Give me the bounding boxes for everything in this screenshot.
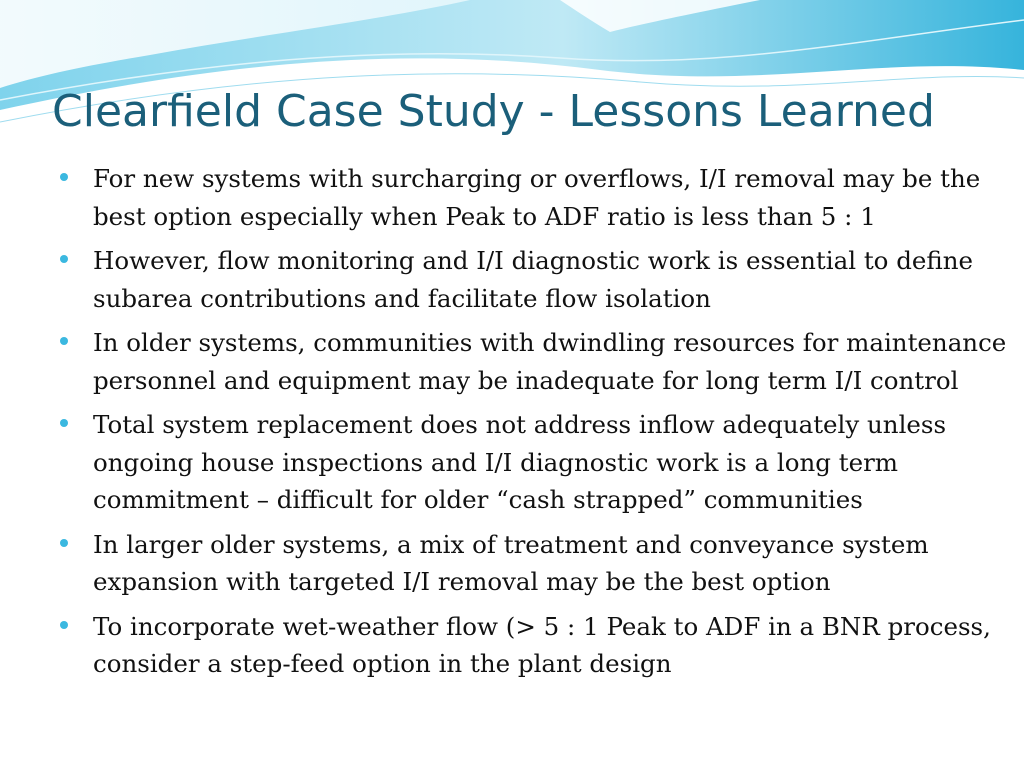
- bullet-list: [60, 160, 1010, 690]
- bullet-item: [60, 324, 1010, 399]
- bullet-item: [60, 526, 1010, 601]
- bullet-item: [60, 406, 1010, 519]
- bullet-text: In larger older systems, a mix of treatment and conveyance system expansion with targeted I/I removal may be the best option: [93, 529, 929, 596]
- bullet-text: In older systems, communities with dwindling resources for maintenance personnel and equipment may be inadequate for long term I/I control: [93, 328, 1007, 395]
- bullet-dot-icon: [60, 539, 68, 547]
- bullet-item: [60, 242, 1010, 317]
- bullet-item: [60, 608, 1010, 683]
- bullet-dot-icon: [60, 337, 68, 345]
- bullet-dot-icon: [60, 255, 68, 263]
- bullet-dot-icon: [60, 419, 68, 427]
- bullet-text: However, flow monitoring and I/I diagnostic work is essential to define subarea contributions and facilitate flow isolation: [93, 246, 974, 313]
- bullet-dot-icon: [60, 621, 68, 629]
- bullet-text: Total system replacement does not address inflow adequately unless ongoing house inspections and I/I diagnostic work is a long term commitment – difficult for older “cash strapped” communities: [93, 410, 947, 514]
- slide-title: Clearfield Case Study - Lessons Learned: [52, 86, 935, 137]
- bullet-text: To incorporate wet-weather flow (> 5 : 1 Peak to ADF in a BNR process, consider a step-feed option in the plant design: [93, 611, 991, 678]
- bullet-item: [60, 160, 1010, 235]
- bullet-text: For new systems with surcharging or overflows, I/I removal may be the best option especially when Peak to ADF ratio is less than 5 : 1: [93, 164, 981, 231]
- bullet-dot-icon: [60, 173, 68, 181]
